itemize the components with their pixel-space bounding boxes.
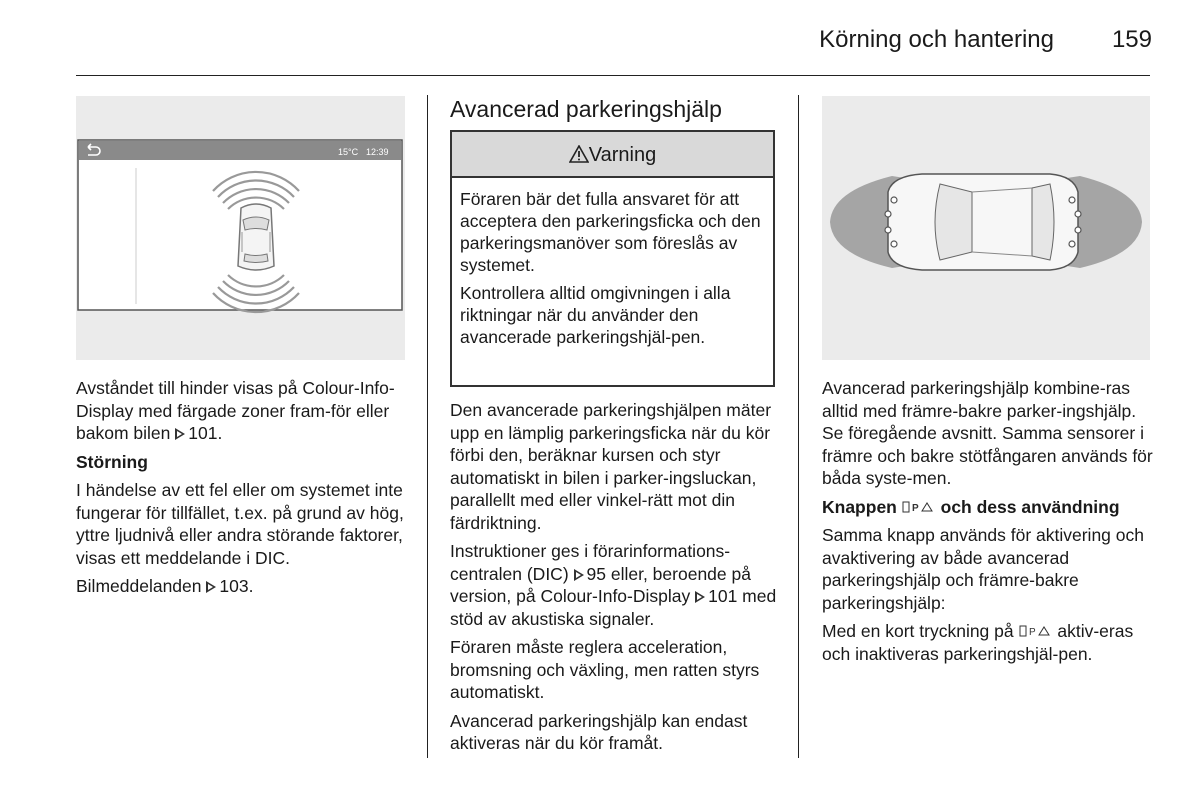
temperature-readout: 15°C [338,147,359,157]
column-divider-1 [427,95,428,758]
cross-reference-icon [206,581,216,593]
paragraph-text: 95 eller, beroende på version, på Colour-Info-Display [450,563,751,606]
car-outline [888,174,1078,270]
paragraph [76,377,408,445]
paragraph: Avancerad parkeringshjälp kombine-ras alltid med främre-bakre parker-ingshjälp. Se föregående avsnitt. Samma sensorer i främre och bakre stötfångaren används för båda syste-men. [822,378,1153,488]
parking-assist-button-icon [902,501,936,513]
cross-reference-icon [574,569,584,581]
paragraph: Avancerad parkeringshjälp kan endast aktiveras när du kör framåt. [450,710,748,753]
svg-text:P: P [911,502,919,513]
display-illustration [76,96,405,360]
paragraph-text: Instruktioner ges i förarinformations-centralen (DIC) [450,541,731,584]
paragraph-text: 101 med stöd av akustiska signaler. [450,586,777,629]
column-1 [76,377,408,604]
section-heading: Störning [76,451,148,472]
paragraph [76,575,408,598]
header-rule [76,75,1150,76]
column-divider-2 [798,95,799,758]
column-2 [450,399,780,761]
paragraph [822,620,1154,665]
car-top-view [238,204,274,270]
heading-text: och dess användning [940,496,1120,517]
chapter-title: Körning och hantering [819,26,1054,53]
paragraph: Den avancerade parkeringshjälpen mäter upp en lämplig parkeringsficka när du kör förbi den, beräknar kursen och styr automatiskt in bilen i parker-ingsluckan, parallellt med eller vinkel-rätt mot din färdriktning. [450,400,772,533]
sensor-figure [822,96,1150,360]
paragraph: Samma knapp används för aktivering och avaktivering av både avancerad parkeringshjälp och främre-bakre parkeringshjälp: [822,525,1144,613]
heading-text: Knappen [822,496,897,517]
clock-readout: 12:39 [366,147,389,157]
page-number: 159 [1111,26,1152,53]
section-title: Avancerad parkeringshjälp [450,96,722,122]
car-sensor-illustration [822,96,1150,360]
paragraph-text: aktiv-eras och inaktiveras parkeringshjäl-pen. [822,621,1134,664]
warning-paragraph: Föraren bär det fulla ansvaret för att acceptera den parkeringsficka och den parkeringsmanöver som föreslås av systemet. [460,189,761,275]
paragraph-text: Bilmeddelanden [76,576,202,596]
warning-label: Varning [588,144,657,166]
warning-paragraph: Kontrollera alltid omgivningen i alla riktningar när du använder den avancerade parkeringshjäl-pen. [460,283,731,347]
section-heading [822,496,1154,519]
warning-triangle-icon [569,145,589,163]
parking-assist-button-icon [1019,625,1053,637]
paragraph: I händelse av ett fel eller om systemet inte fungerar för tillfället, t.ex. på grund av hög, yttre ljudnivå eller andra störande faktorer, visas ett meddelande i DIC. [76,480,404,568]
page-reference: 101. [188,423,223,443]
warning-body [450,178,775,387]
cross-reference-icon [175,428,185,440]
paragraph-text: Med en kort tryckning på [822,621,1014,641]
paragraph-text: Avståndet till hinder visas på Colour-Info-Display med färgade zoner fram-för eller bakom bilen [76,378,395,443]
paragraph: Föraren måste reglera acceleration, bromsning och växling, men ratten styrs automatiskt. [450,637,760,702]
paragraph [450,540,780,630]
display-figure [76,96,405,360]
page-reference: 103. [219,576,254,596]
warning-header [450,130,775,178]
column-3 [822,377,1154,671]
cross-reference-icon [695,591,705,603]
svg-text:P: P [1028,627,1036,637]
